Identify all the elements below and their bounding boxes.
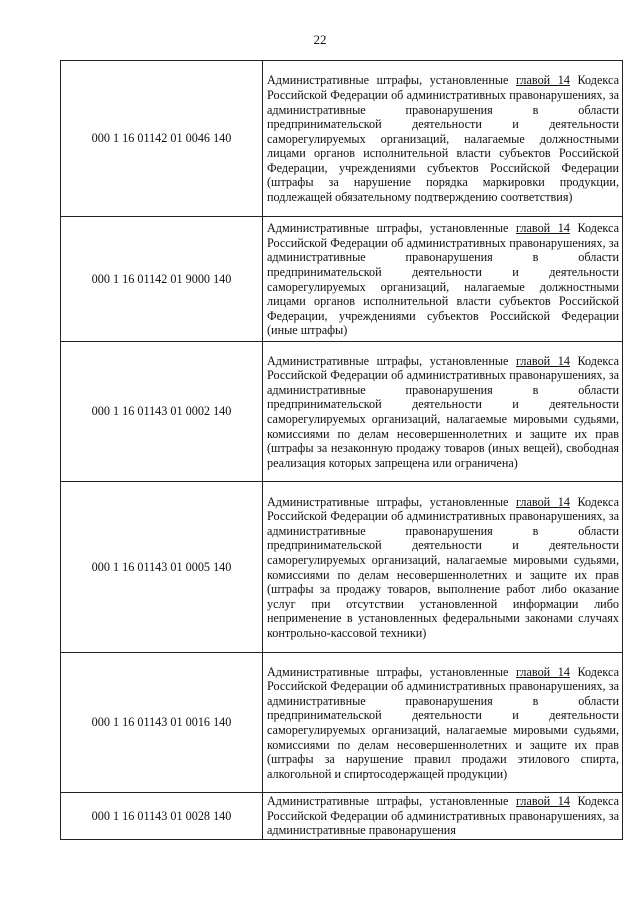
description-body: Кодекса Российской Федерации об административных правонарушениях, за административные правонарушения в области предпринимательской деятельности и деятельности саморегулируемых организаций, налагаемые должностными лицами органов исполнительной власти субъектов Российской Федерации, учреждениями субъектов Российской Федерации (иные штрафы) — [267, 221, 619, 338]
budget-classification-code: 000 1 16 01143 01 0005 140 — [61, 482, 263, 653]
table-row — [61, 653, 623, 793]
description-lead: Административные штрафы, установленные — [267, 73, 517, 88]
chapter-14-link[interactable]: главой 14 — [516, 494, 570, 509]
description-body: Кодекса Российской Федерации об административных правонарушениях, за административные правонарушения в области предпринимательской деятельности и деятельности саморегулируемых организаций, налагаемые мировыми судьями, комиссиями по делам несовершеннолетних и защите их прав (штрафы за незаконную продажу товаров (иных вещей), свободная реализация которых запрещена или ограничена) — [267, 353, 619, 470]
description-lead: Административные штрафы, установленные — [267, 794, 517, 808]
page-number: 22 — [313, 32, 327, 47]
code-description — [263, 653, 623, 793]
table-row — [61, 482, 623, 653]
table-row — [61, 342, 623, 482]
table-row — [61, 793, 623, 840]
chapter-14-link[interactable]: главой 14 — [516, 794, 570, 808]
description-body: Кодекса Российской Федерации об административных правонарушениях, за административные правонарушения в области предпринимательской деятельности и деятельности саморегулируемых организаций, налагаемые мировыми судьями, комиссиями по делам несовершеннолетних и защите их прав (штрафы за продажу товаров, выполнение работ либо оказание услуг при отсутствии установленной информации либо неприменение в установленных федеральными законами случаях контрольно-кассовой техники) — [267, 494, 619, 640]
description-lead: Административные штрафы, установленные — [267, 353, 517, 368]
budget-classification-code: 000 1 16 01142 01 9000 140 — [61, 217, 263, 342]
budget-classification-code: 000 1 16 01143 01 0016 140 — [61, 653, 263, 793]
budget-classification-code: 000 1 16 01143 01 0028 140 — [61, 793, 263, 840]
chapter-14-link[interactable]: главой 14 — [516, 664, 570, 679]
code-description — [263, 342, 623, 482]
chapter-14-link[interactable]: главой 14 — [516, 353, 570, 368]
description-lead: Административные штрафы, установленные — [267, 494, 517, 509]
description-body: Кодекса Российской Федерации об административных правонарушениях, за административные правонарушения в области предпринимательской деятельности и деятельности саморегулируемых организаций, налагаемые должностными лицами органов исполнительной власти субъектов Российской Федерации, учреждениями субъектов Российской Федерации (штрафы за нарушение порядка маркировки продукции, подлежащей обязательному подтверждению соответствия) — [267, 73, 619, 205]
code-description — [263, 61, 623, 217]
budget-codes-table — [60, 60, 623, 840]
table-row — [61, 217, 623, 342]
description-lead: Административные штрафы, установленные — [267, 664, 517, 679]
chapter-14-link[interactable]: главой 14 — [516, 221, 570, 236]
description-body: Кодекса Российской Федерации об административных правонарушениях, за административные правонарушения — [267, 794, 619, 838]
code-description — [263, 217, 623, 342]
chapter-14-link[interactable]: главой 14 — [516, 73, 570, 88]
description-body: Кодекса Российской Федерации об административных правонарушениях, за административные правонарушения в области предпринимательской деятельности и деятельности саморегулируемых организаций, налагаемые мировыми судьями, комиссиями по делам несовершеннолетних и защите их прав (штрафы за нарушение правил продажи этилового спирта, алкогольной и спиртосодержащей продукции) — [267, 664, 619, 781]
budget-classification-code: 000 1 16 01143 01 0002 140 — [61, 342, 263, 482]
budget-classification-code: 000 1 16 01142 01 0046 140 — [61, 61, 263, 217]
code-description — [263, 793, 623, 840]
table-row — [61, 61, 623, 217]
description-lead: Административные штрафы, установленные — [267, 221, 517, 236]
code-description — [263, 482, 623, 653]
